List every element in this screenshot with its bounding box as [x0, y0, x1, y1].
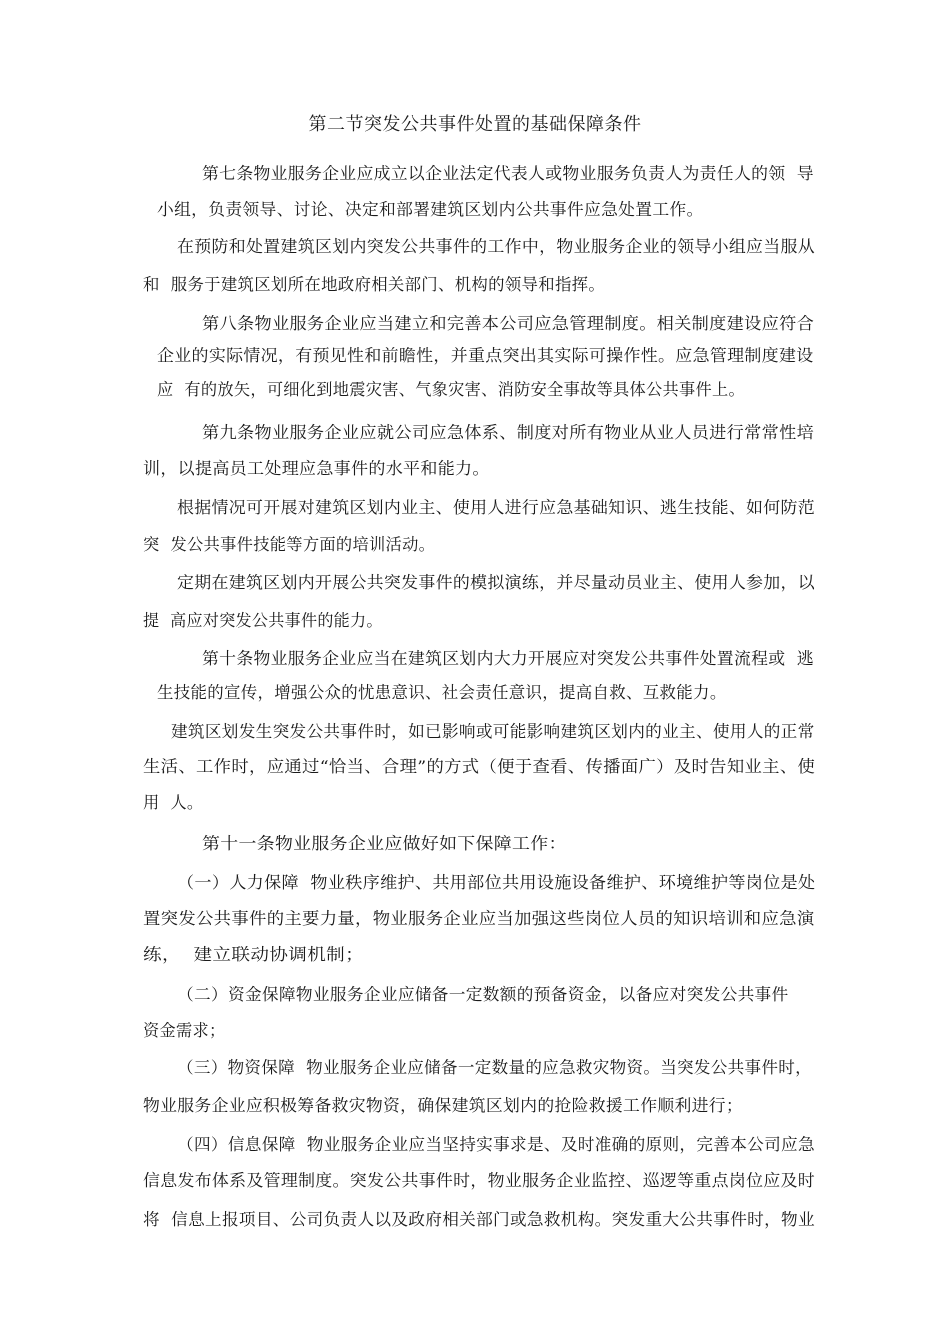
body-text-line: （二）资金保障物业服务企业应储备一定数额的预备资金，以备应对突发公共事件	[177, 985, 789, 1004]
body-text-line: 训，以提高员工处理应急事件的水平和能力。	[143, 459, 490, 478]
body-text-line: 第十条物业服务企业应当在建筑区划内大力开展应对突发公共事件处置流程或 逃	[202, 649, 814, 668]
body-text-line: 第八条物业服务企业应当建立和完善本公司应急管理制度。相关制度建设应符合	[202, 314, 815, 333]
body-text-line: 定期在建筑区划内开展公共突发事件的模拟演练，并尽量动员业主、使用人参加，以	[177, 573, 816, 592]
body-text-line: 物业服务企业应积极筹备救灾物资，确保建筑区划内的抢险救援工作顺利进行；	[143, 1096, 744, 1115]
body-text-line: 企业的实际情况，有预见性和前瞻性，并重点突出其实际可操作性。应急管理制度建设	[157, 346, 814, 365]
body-text-line: 第九条物业服务企业应就公司应急体系、制度对所有物业从业人员进行常常性培	[202, 423, 815, 442]
body-text-line: 将 信息上报项目、公司负责人以及政府相关部门或急救机构。突发重大公共事件时，物业	[143, 1210, 815, 1229]
body-text-line: 用 人。	[143, 793, 204, 812]
body-text-line: 信息发布体系及管理制度。突发公共事件时，物业服务企业监控、巡逻等重点岗位应及时	[143, 1171, 816, 1190]
body-text-line: 小组，负责领导、讨论、决定和部署建筑区划内公共事件应急处置工作。	[157, 200, 704, 219]
body-text-line: 置突发公共事件的主要力量，物业服务企业应当加强这些岗位人员的知识培训和应急演	[143, 909, 815, 928]
body-text-line: 生活、工作时，应通过“恰当、合理”的方式（便于查看、传播面广）及时告知业主、使	[143, 757, 816, 776]
body-text-line: 建筑区划发生突发公共事件时，如已影响或可能影响建筑区划内的业主、使用人的正常	[171, 722, 815, 741]
body-text-line: 应 有的放矢，可细化到地震灾害、气象灾害、消防安全事故等具体公共事件上。	[157, 380, 745, 399]
body-text-line: 资金需求；	[143, 1021, 226, 1040]
body-text-line: 练， 建立联动协调机制；	[143, 945, 365, 964]
body-text-line: 在预防和处置建筑区划内突发公共事件的工作中，物业服务企业的领导小组应当服从	[177, 237, 816, 256]
body-text-line: 第七条物业服务企业应成立以企业法定代表人或物业服务负责人为责任人的领 导	[202, 164, 814, 183]
body-text-line: （四）信息保障 物业服务企业应当坚持实事求是、及时准确的原则，完善本公司应急	[177, 1135, 815, 1154]
body-text-line: 提 高应对突发公共事件的能力。	[143, 611, 383, 630]
body-text-line: （一）人力保障 物业秩序维护、共用部位共用设施设备维护、环境维护等岗位是处	[177, 873, 816, 892]
body-text-line: 根据情况可开展对建筑区划内业主、使用人进行应急基础知识、逃生技能、如何防范	[177, 498, 816, 517]
body-text-line: 突 发公共事件技能等方面的培训活动。	[143, 535, 436, 554]
body-text-line: 和 服务于建筑区划所在地政府相关部门、机构的领导和指挥。	[143, 275, 606, 294]
section-title: 第二节突发公共事件处置的基础保障条件	[308, 114, 642, 135]
body-text-line: 生技能的宣传，增强公众的忧患意识、社会责任意识，提高自救、互救能力。	[157, 683, 727, 702]
body-text-line: 第十一条物业服务企业应做好如下保障工作：	[202, 834, 567, 853]
body-text-line: （三）物资保障 物业服务企业应储备一定数量的应急救灾物资。当突发公共事件时，	[177, 1058, 812, 1077]
